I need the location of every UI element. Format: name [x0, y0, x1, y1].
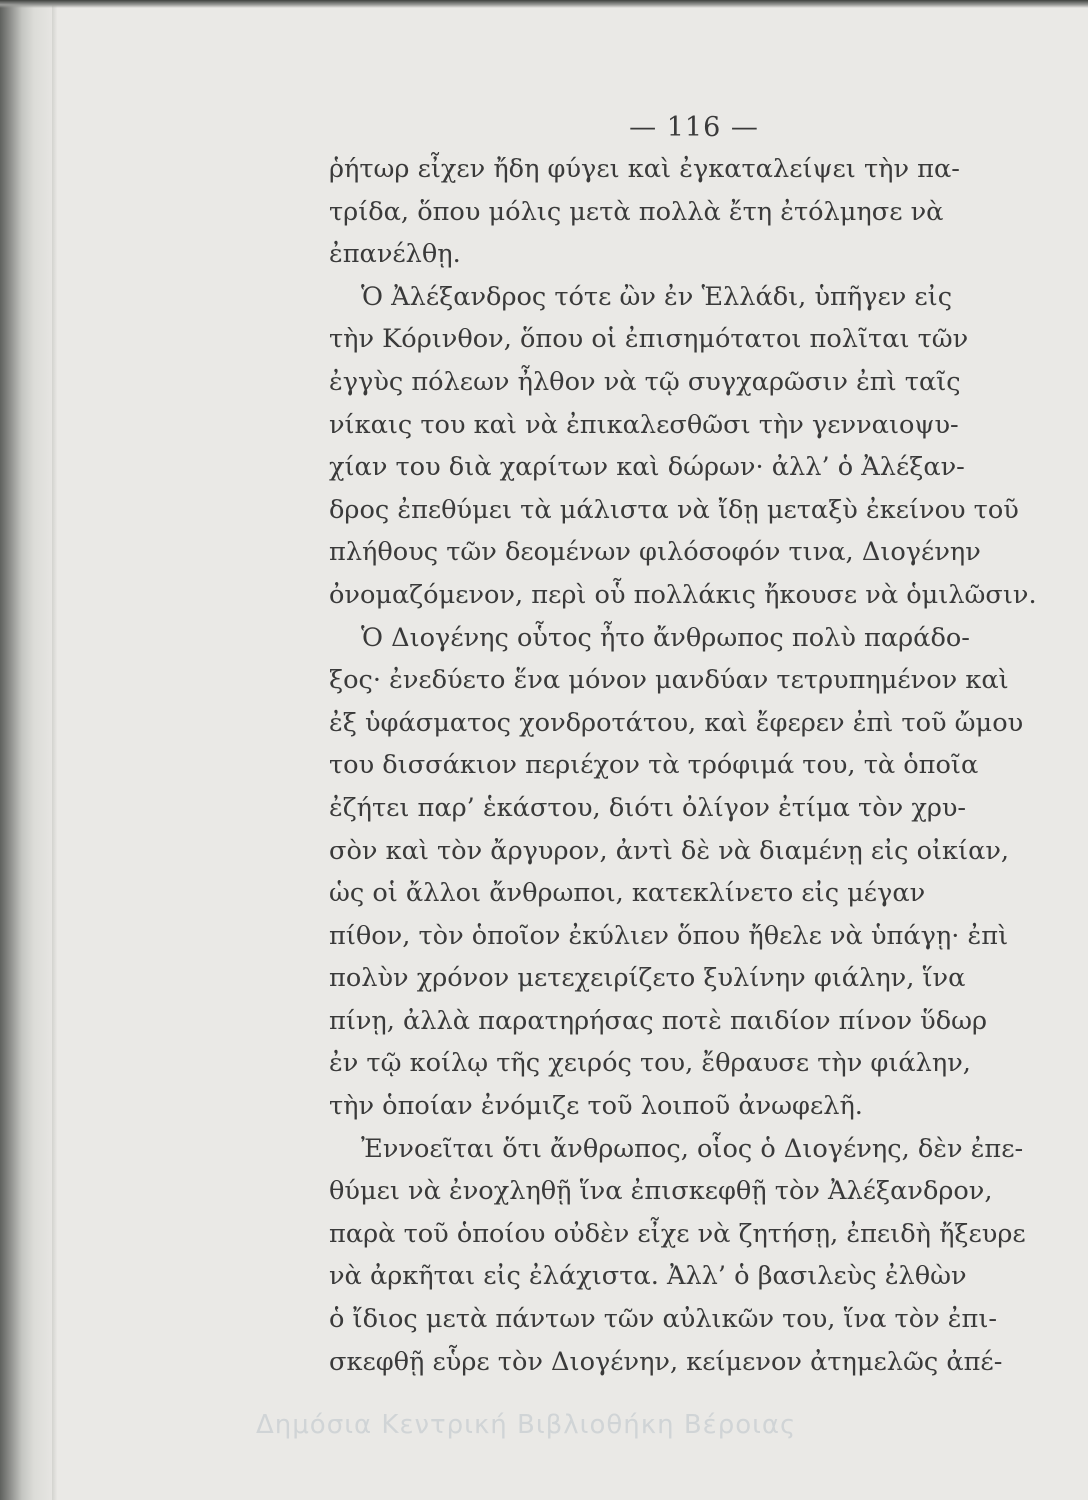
text-line: τὴν Κόρινθον, ὅπου οἱ ἐπισημότατοι πολῖται τῶν [329, 324, 969, 355]
text-line: ἐξ ὑφάσματος χονδροτάτου, καὶ ἔφερεν ἐπὶ τοῦ ὤμου [329, 707, 1024, 738]
text-line: πλήθους τῶν δεομένων φιλόσοφόν τινα, Διογένην [329, 537, 981, 568]
text-line: πίθον, τὸν ὁποῖον ἐκύλιεν ὅπου ἤθελε νὰ ὑπάγῃ· ἐπὶ [329, 920, 1009, 951]
text-line: ξος· ἐνεδύετο ἕνα μόνον μανδύαν τετρυπημένον καὶ [329, 665, 1009, 696]
page-number: — 116 — [629, 112, 759, 143]
text-line: ἐγγὺς πόλεων ἦλθον νὰ τῷ συγχαρῶσιν ἐπὶ ταῖς [329, 366, 961, 397]
text-line: σὸν καὶ τὸν ἄργυρον, ἀντὶ δὲ νὰ διαμένῃ εἰς οἰκίαν, [329, 835, 1010, 866]
text-line: τρίδα, ὅπου μόλις μετὰ πολλὰ ἔτη ἐτόλμησε νὰ [329, 196, 944, 227]
text-line: νὰ ἀρκῆται εἰς ἐλάχιστα. Ἀλλ’ ὁ βασιλεὺς ἐλθὼν [329, 1261, 967, 1292]
text-line: ἐν τῷ κοίλῳ τῆς χειρός του, ἔθραυσε τὴν φιάλην, [329, 1048, 971, 1079]
body-text [329, 148, 1071, 1383]
text-line: ῥήτωρ εἶχεν ἤδη φύγει καὶ ἐγκαταλείψει τὴν πα- [329, 154, 960, 184]
text-line: Ὁ Ἀλέξανδρος τότε ὢν ἐν Ἑλλάδι, ὑπῆγεν εἰς [361, 281, 953, 312]
text-line: ἐζήτει παρ’ ἑκάστου, διότι ὀλίγον ἐτίμα τὸν χρυ- [329, 792, 967, 823]
text-line: ὡς οἱ ἄλλοι ἄνθρωποι, κατεκλίνετο εἰς μέγαν [329, 878, 926, 909]
text-line: θύμει νὰ ἐνοχληθῇ ἵνα ἐπισκεφθῇ τὸν Ἀλέξανδρον, [329, 1176, 993, 1207]
text-line: παρὰ τοῦ ὁποίου οὐδὲν εἶχε νὰ ζητήσῃ, ἐπειδὴ ἤξευρε [329, 1218, 1026, 1249]
text-line: τὴν ὁποίαν ἐνόμιζε τοῦ λοιποῦ ἀνωφελῆ. [329, 1091, 863, 1122]
text-line: χίαν του διὰ χαρίτων καὶ δώρων· ἀλλ’ ὁ Ἀλέξαν- [329, 452, 965, 483]
text-line: Ὁ Διογένης οὗτος ἦτο ἄνθρωπος πολὺ παράδο- [361, 622, 970, 653]
book-binding-shadow [0, 0, 52, 1500]
text-line: πίνῃ, ἀλλὰ παρατηρήσας ποτὲ παιδίον πίνον ὕδωρ [329, 1005, 988, 1036]
text-line: δρος ἐπεθύμει τὰ μάλιστα νὰ ἴδῃ μεταξὺ ἐκείνου τοῦ [329, 494, 1019, 525]
text-line: ὀνομαζόμενον, περὶ οὗ πολλάκις ἤκουσε νὰ ὁμιλῶσιν. [329, 579, 1037, 610]
text-line: σκεφθῇ εὗρε τὸν Διογένην, κείμενον ἀτημελῶς ἀπέ- [329, 1346, 1003, 1377]
text-line: πολὺν χρόνον μετεχειρίζετο ξυλίνην φιάλην, ἵνα [329, 963, 966, 994]
page-gutter [52, 0, 58, 1500]
text-line: νίκαις του καὶ νὰ ἐπικαλεσθῶσι τὴν γενναιοψυ- [329, 409, 959, 440]
text-line: Ἐννοεῖται ὅτι ἄνθρωπος, οἷος ὁ Διογένης, δὲν ἐπε- [361, 1133, 1024, 1164]
text-line: ἐπανέλθῃ. [329, 239, 461, 270]
top-edge-shadow [0, 0, 1088, 8]
text-line: του δισσάκιον περιέχον τὰ τρόφιμά του, τὰ ὁποῖα [329, 750, 979, 781]
text-line: ὁ ἴδιος μετὰ πάντων τῶν αὐλικῶν του, ἵνα τὸν ἐπι- [329, 1304, 998, 1335]
library-watermark: Δημόσια Κεντρική Βιβλιοθήκη Βέροιας [256, 1410, 797, 1440]
